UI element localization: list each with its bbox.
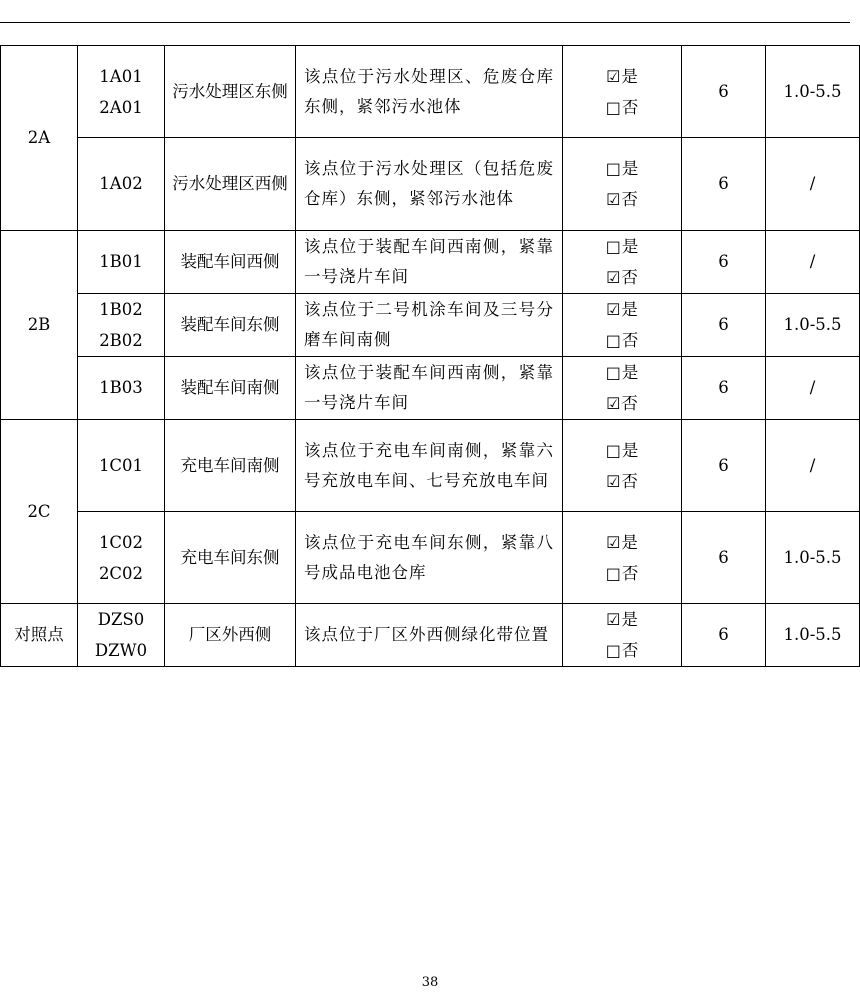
description-cell [296, 46, 563, 138]
empty-box-icon: □ [605, 563, 621, 583]
no-label: 否 [621, 394, 638, 413]
location-cell [165, 357, 296, 420]
yes-label: 是 [621, 237, 639, 256]
checked-box-icon: ☑ [606, 66, 621, 86]
point-code: 1A01 [99, 66, 143, 86]
yes-label: 是 [621, 363, 639, 382]
no-label: 否 [621, 190, 638, 209]
table-row [1, 138, 860, 231]
count-cell [682, 512, 766, 604]
group-cell [1, 231, 78, 420]
code-cell [78, 604, 165, 667]
location-cell [165, 231, 296, 294]
point-code: 2C02 [98, 563, 144, 583]
location-cell [165, 604, 296, 667]
choice-yes [566, 357, 678, 388]
choice-yes [566, 527, 678, 558]
range-cell [766, 357, 860, 420]
choice-no [566, 388, 678, 419]
point-code: 1C01 [98, 455, 144, 475]
no-label: 否 [621, 563, 639, 583]
location-text: 装配车间南侧 [180, 378, 280, 397]
table-row [1, 46, 860, 138]
checked-box-icon: ☑ [606, 471, 621, 491]
range-text: 1.0-5.5 [783, 81, 842, 101]
location-text: 厂区外西侧 [188, 625, 272, 644]
description-text: 该点位于装配车间西南侧，紧靠一号浇片车间 [304, 363, 554, 412]
choice-cell [563, 512, 682, 604]
checked-box-icon: ☑ [606, 610, 621, 629]
location-cell [165, 294, 296, 357]
checked-box-icon: ☑ [606, 190, 621, 209]
header-rule [0, 22, 850, 23]
code-cell [78, 46, 165, 138]
description-cell [296, 512, 563, 604]
count-text: 6 [718, 81, 729, 101]
group-cell [1, 46, 78, 231]
choice-cell [563, 46, 682, 138]
empty-box-icon: □ [605, 440, 621, 460]
table-row [1, 294, 860, 357]
description-cell [296, 294, 563, 357]
count-text: 6 [718, 547, 729, 567]
range-cell [766, 420, 860, 512]
no-label: 否 [621, 471, 638, 491]
no-label: 否 [621, 268, 638, 287]
choice-yes [566, 294, 678, 325]
range-cell [766, 604, 860, 667]
yes-label: 是 [621, 300, 638, 319]
code-cell [78, 357, 165, 420]
page-number: 38 [421, 975, 439, 990]
range-cell [766, 294, 860, 357]
location-text: 充电车间东侧 [180, 547, 280, 567]
range-text: / [809, 455, 816, 475]
group-cell [1, 420, 78, 604]
empty-box-icon: □ [605, 159, 621, 178]
count-cell [682, 294, 766, 357]
code-cell [78, 420, 165, 512]
choice-no [566, 262, 678, 293]
checked-box-icon: ☑ [606, 394, 621, 413]
description-cell [296, 604, 563, 667]
empty-box-icon: □ [605, 237, 621, 256]
description-cell [296, 357, 563, 420]
description-text: 该点位于厂区外西侧绿化带位置 [304, 625, 549, 644]
location-text: 装配车间东侧 [180, 315, 280, 334]
description-cell [296, 138, 563, 231]
yes-label: 是 [621, 610, 638, 629]
point-code: DZW0 [94, 641, 148, 660]
choice-yes [566, 231, 678, 262]
group-label: 2A [27, 128, 51, 147]
checked-box-icon: ☑ [606, 268, 621, 287]
choice-cell [563, 357, 682, 420]
location-cell [165, 138, 296, 231]
yes-label: 是 [621, 159, 639, 178]
choice-no [566, 558, 678, 589]
count-cell [682, 138, 766, 231]
table-row [1, 357, 860, 420]
choice-cell [563, 231, 682, 294]
choice-no [566, 466, 678, 497]
point-code: DZS0 [97, 610, 145, 629]
empty-box-icon: □ [605, 97, 621, 117]
table-row [1, 512, 860, 604]
yes-label: 是 [621, 66, 638, 86]
choice-yes [566, 604, 678, 635]
location-text: 装配车间西侧 [180, 252, 280, 271]
no-label: 否 [621, 97, 639, 117]
count-cell [682, 231, 766, 294]
description-text: 该点位于充电车间东侧，紧靠八号成品电池仓库 [304, 532, 554, 582]
code-cell [78, 294, 165, 357]
choice-cell [563, 294, 682, 357]
point-code: 1B01 [99, 252, 143, 271]
range-text: / [809, 252, 816, 271]
range-text: / [809, 378, 816, 397]
count-text: 6 [718, 315, 729, 334]
range-cell [766, 512, 860, 604]
choice-no [566, 325, 678, 356]
choice-cell [563, 604, 682, 667]
choice-yes [566, 61, 678, 92]
location-cell [165, 512, 296, 604]
point-code: 1C02 [98, 532, 144, 552]
yes-label: 是 [621, 532, 638, 552]
count-text: 6 [718, 174, 729, 193]
choice-yes [566, 435, 678, 466]
group-label: 2C [27, 501, 51, 521]
choice-no [566, 184, 678, 215]
choice-cell [563, 420, 682, 512]
count-cell [682, 420, 766, 512]
checked-box-icon: ☑ [606, 532, 621, 552]
count-cell [682, 357, 766, 420]
count-text: 6 [718, 252, 729, 271]
point-code: 2B02 [99, 331, 143, 350]
code-cell [78, 512, 165, 604]
range-text: 1.0-5.5 [783, 625, 842, 644]
description-cell [296, 420, 563, 512]
location-cell [165, 46, 296, 138]
count-text: 6 [718, 378, 729, 397]
location-text: 污水处理区东侧 [172, 81, 288, 101]
code-cell [78, 138, 165, 231]
point-code: 1A02 [99, 174, 143, 193]
empty-box-icon: □ [605, 363, 621, 382]
location-cell [165, 420, 296, 512]
group-cell [1, 604, 78, 667]
range-text: / [809, 174, 816, 193]
description-text: 该点位于污水处理区（包括危废仓库）东侧，紧邻污水池体 [304, 159, 554, 208]
range-text: 1.0-5.5 [783, 547, 842, 567]
choice-no [566, 92, 678, 123]
range-text: 1.0-5.5 [783, 315, 842, 334]
location-text: 充电车间南侧 [180, 455, 280, 475]
count-cell [682, 604, 766, 667]
point-code: 2A01 [99, 97, 143, 117]
empty-box-icon: □ [605, 331, 621, 350]
choice-cell [563, 138, 682, 231]
group-label: 2B [27, 315, 51, 334]
point-code: 1B03 [99, 378, 143, 397]
checked-box-icon: ☑ [606, 300, 621, 319]
range-cell [766, 138, 860, 231]
description-cell [296, 231, 563, 294]
table-row [1, 231, 860, 294]
choice-no [566, 635, 678, 666]
no-label: 否 [621, 331, 639, 350]
no-label: 否 [621, 641, 639, 660]
description-text: 该点位于二号机涂车间及三号分磨车间南侧 [304, 300, 554, 349]
description-text: 该点位于污水处理区、危废仓库东侧，紧邻污水池体 [304, 66, 554, 116]
description-text: 该点位于充电车间南侧，紧靠六号充放电车间、七号充放电车间 [304, 440, 554, 490]
yes-label: 是 [621, 440, 639, 460]
sampling-point-table [0, 45, 860, 667]
point-code: 1B02 [99, 300, 143, 319]
range-cell [766, 231, 860, 294]
code-cell [78, 231, 165, 294]
table-row [1, 604, 860, 667]
location-text: 污水处理区西侧 [172, 174, 288, 193]
table-row [1, 420, 860, 512]
group-label: 对照点 [14, 625, 64, 644]
count-text: 6 [718, 625, 729, 644]
choice-yes [566, 153, 678, 184]
count-cell [682, 46, 766, 138]
empty-box-icon: □ [605, 641, 621, 660]
count-text: 6 [718, 455, 729, 475]
range-cell [766, 46, 860, 138]
description-text: 该点位于装配车间西南侧，紧靠一号浇片车间 [304, 237, 554, 286]
